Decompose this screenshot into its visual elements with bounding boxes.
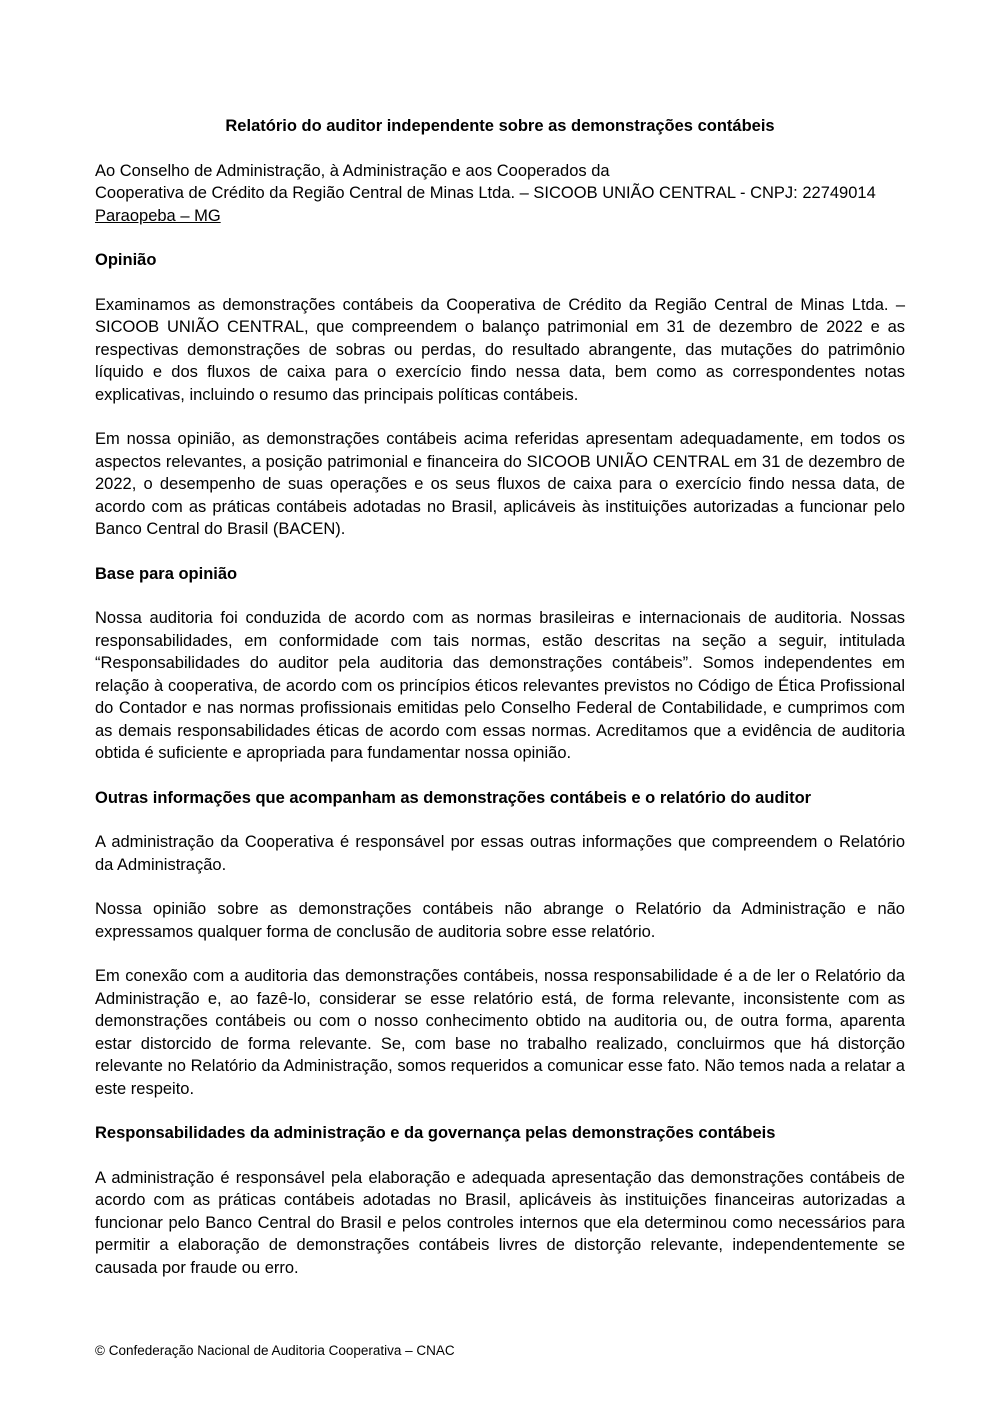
- paragraph: Em conexão com a auditoria das demonstrações contábeis, nossa responsabilidade é a de ler o Relatório da Administração e, ao fazê-lo, considerar se esse relatório está, de forma relevante, inconsistente com as demonstrações contábeis ou com o nosso conhecimento obtido na auditoria ou, de outra forma, aparenta estar distorcido de forma relevante. Se, com base no trabalho realizado, concluirmos que há distorção relevante no Relatório da Administração, somos requeridos a comunicar esse fato. Não temos nada a relatar a este respeito.: [95, 967, 905, 1098]
- section-heading: Base para opinião: [95, 564, 238, 583]
- paragraph: A administração da Cooperativa é responsável por essas outras informações que compreendem o Relatório da Administração.: [95, 833, 905, 874]
- section-heading: Responsabilidades da administração e da governança pelas demonstrações contábeis: [95, 1124, 776, 1142]
- paragraph: Em nossa opinião, as demonstrações contábeis acima referidas apresentam adequadamente, em todos os aspectos relevantes, a posição patrimonial e financeira do SICOOB UNIÃO CENTRAL em 31 de dezembro de 2022, o desempenho de suas operações e os seus fluxos de caixa para o exercício findo nessa data, de acordo com as práticas contábeis adotadas no Brasil, aplicáveis às instituições autorizadas a funcionar pelo Banco Central do Brasil (BACEN).: [95, 430, 905, 538]
- page-footer: [95, 1342, 905, 1359]
- section-heading: Opinião: [95, 251, 157, 269]
- section-base-para-opiniao: [95, 563, 905, 765]
- addressee-line-2: Cooperativa de Crédito da Região Central de Minas Ltda. – SICOOB UNIÃO CENTRAL - CNPJ: 22749014: [95, 184, 876, 202]
- paragraph: Examinamos as demonstrações contábeis da Cooperativa de Crédito da Região Central de Minas Ltda. – SICOOB UNIÃO CENTRAL, que compreendem o balanço patrimonial em 31 de dezembro de 2022 e as respectivas demonstrações de sobras ou perdas, do resultado abrangente, das mutações do patrimônio líquido e dos fluxos de caixa para o exercício findo nessa data, bem como as correspondentes notas explicativas, incluindo o resumo das principais políticas contábeis.: [95, 295, 905, 404]
- section-outras-informacoes: [95, 787, 905, 1101]
- section-heading: Outras informações que acompanham as demonstrações contábeis e o relatório do auditor: [95, 788, 812, 807]
- document-title: Relatório do auditor independente sobre as demonstrações contábeis: [225, 117, 775, 135]
- section-responsabilidades-administracao: [95, 1122, 905, 1279]
- paragraph: A administração é responsável pela elaboração e adequada apresentação das demonstrações contábeis de acordo com as práticas contábeis adotadas no Brasil, aplicáveis às instituições financeiras autorizadas a funcionar pelo Banco Central do Brasil e pelos controles internos que ela determinou como necessários para permitir a elaboração de demonstrações contábeis livres de distorção relevante, independentemente se causada por fraude ou erro.: [95, 1168, 905, 1277]
- addressee-block: [95, 160, 905, 228]
- section-opiniao: [95, 249, 905, 541]
- paragraph: Nossa auditoria foi conduzida de acordo com as normas brasileiras e internacionais de auditoria. Nossas responsabilidades, em conformidade com tais normas, estão descritas na seção a seguir, intitulada “Responsabilidades do auditor pela auditoria das demonstrações contábeis”. Somos independentes em relação à cooperativa, de acordo com os princípios éticos relevantes previstos no Código de Ética Profissional do Contador e nas normas profissionais emitidas pelo Conselho Federal de Contabilidade, e cumprimos com as demais responsabilidades éticas de acordo com essas normas. Acreditamos que a evidência de auditoria obtida é suficiente e apropriada para fundamentar nossa opinião.: [95, 609, 905, 762]
- addressee-line-3: Paraopeba – MG: [95, 206, 221, 225]
- paragraph: Nossa opinião sobre as demonstrações contábeis não abrange o Relatório da Administração e não expressamos qualquer forma de conclusão de auditoria sobre esse relatório.: [95, 900, 905, 941]
- addressee-line-1: Ao Conselho de Administração, à Administração e aos Cooperados da: [95, 161, 610, 180]
- footer-copyright: © Confederação Nacional de Auditoria Cooperativa – CNAC: [95, 1343, 455, 1358]
